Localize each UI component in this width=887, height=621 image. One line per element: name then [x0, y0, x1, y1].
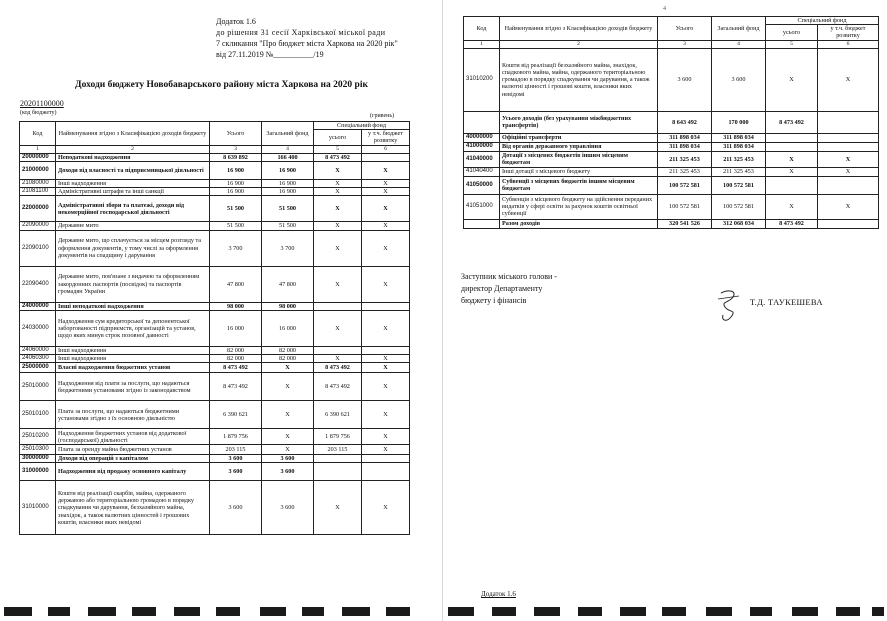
code-cell: 20000000 — [20, 153, 56, 161]
development-budget-cell — [818, 111, 879, 133]
name-cell: Інші надходження — [56, 355, 210, 363]
special-fund-cell: X — [314, 481, 362, 535]
general-fund-cell: 3 600 — [712, 48, 766, 111]
development-budget-cell: X — [362, 230, 410, 266]
development-budget-cell — [818, 133, 879, 142]
general-fund-cell: 16 900 — [262, 162, 314, 180]
general-fund-cell: 3 600 — [262, 463, 314, 481]
code-cell: 40000000 — [464, 133, 500, 142]
code-cell: 31010000 — [20, 481, 56, 535]
total-cell: 82 000 — [210, 355, 262, 363]
total-cell: 311 898 034 — [658, 133, 712, 142]
total-cell: 16 900 — [210, 188, 262, 196]
total-cell: 8 643 492 — [658, 111, 712, 133]
name-cell: Надходження сум кредиторської та депонентської заборгованості підприємств, організацій та установ, щодо яких минув строк позовної давності — [56, 310, 210, 346]
total-cell: 47 800 — [210, 266, 262, 302]
right-page — [443, 0, 887, 621]
col-special-total: усього — [314, 130, 362, 145]
development-budget-cell — [818, 176, 879, 194]
code-cell: 21081100 — [20, 188, 56, 196]
table-row — [464, 176, 879, 194]
document-title: Доходи бюджету Новобаварського району міста Харкова на 2020 рік — [75, 80, 368, 90]
index-cell: 2 — [56, 145, 210, 153]
special-fund-cell — [314, 346, 362, 354]
special-fund-cell — [314, 463, 362, 481]
name-cell: Доходи від операцій з капіталом — [56, 455, 210, 463]
code-cell: 22090000 — [20, 222, 56, 230]
general-fund-cell: X — [262, 363, 314, 373]
left-page — [0, 0, 443, 621]
code-cell: 41000000 — [464, 142, 500, 151]
footer-appendix-note: Додаток 1.6 — [481, 590, 516, 598]
special-fund-cell — [766, 176, 818, 194]
page-mark: 4 — [663, 6, 666, 12]
development-budget-cell: X — [362, 188, 410, 196]
development-budget-cell: X — [362, 355, 410, 363]
name-cell: Інші дотації з місцевого бюджету — [500, 167, 658, 176]
general-fund-cell: 51 500 — [262, 222, 314, 230]
general-fund-cell: 211 325 453 — [712, 151, 766, 167]
special-fund-cell: 6 390 621 — [314, 401, 362, 429]
table-row — [464, 48, 879, 111]
name-cell: Плата за послуги, що надаються бюджетними установами згідно з їх основною діяльністю — [56, 401, 210, 429]
total-cell: 311 898 034 — [658, 142, 712, 151]
special-fund-cell: X — [314, 222, 362, 230]
name-cell: Кошти від реалізації безхазяйного майна, знахідок, спадкового майна, майна, одержаного територіальною громадою в порядку спадкування чи дарування, а також валютні цінності і грошові кошти, власники яких невідомі — [500, 48, 658, 111]
table-row — [20, 373, 410, 401]
col-general-fund: Загальний фонд — [712, 17, 766, 41]
total-cell: 16 000 — [210, 310, 262, 346]
code-cell: 24030000 — [20, 310, 56, 346]
special-fund-cell: X — [314, 230, 362, 266]
special-fund-cell: 1 879 756 — [314, 429, 362, 445]
index-cell: 6 — [362, 145, 410, 153]
code-cell — [464, 219, 500, 228]
revenue-table — [19, 121, 410, 535]
general-fund-cell: X — [262, 429, 314, 445]
development-budget-cell: X — [362, 222, 410, 230]
name-cell: Адміністративні штрафи та інші санкції — [56, 188, 210, 196]
code-cell: 21000000 — [20, 162, 56, 180]
special-fund-cell: X — [766, 151, 818, 167]
general-fund-cell: 3 600 — [262, 455, 314, 463]
special-fund-cell: X — [314, 196, 362, 222]
code-cell: 25010100 — [20, 401, 56, 429]
special-fund-cell: 8 473 492 — [766, 219, 818, 228]
index-cell: 2 — [500, 40, 658, 48]
general-fund-cell: 166 400 — [262, 153, 314, 161]
total-cell: 82 000 — [210, 346, 262, 354]
col-total: Усього — [210, 122, 262, 146]
column-index-row — [20, 145, 410, 153]
total-cell: 100 572 581 — [658, 194, 712, 219]
development-budget-cell — [362, 455, 410, 463]
col-special-total: усього — [766, 25, 818, 40]
name-cell: Усього доходів (без урахування міжбюджетних трансфертів) — [500, 111, 658, 133]
total-cell: 8 473 492 — [210, 373, 262, 401]
development-budget-cell — [362, 302, 410, 310]
code-cell: 22000000 — [20, 196, 56, 222]
appendix-decision: до рішення 31 сесії Харківської міської ради — [216, 28, 386, 37]
general-fund-cell: 100 572 581 — [712, 194, 766, 219]
name-cell: Від органів державного управління — [500, 142, 658, 151]
development-budget-cell: X — [818, 48, 879, 111]
index-cell: 4 — [262, 145, 314, 153]
code-cell: 22090100 — [20, 230, 56, 266]
code-cell: 41051000 — [464, 194, 500, 219]
table-row — [20, 196, 410, 222]
general-fund-cell: 16 000 — [262, 310, 314, 346]
development-budget-cell — [362, 463, 410, 481]
signer-position-1: Заступник міського голови - — [461, 272, 557, 281]
development-budget-cell: X — [362, 445, 410, 455]
code-cell: 41040400 — [464, 167, 500, 176]
table-row — [464, 133, 879, 142]
special-fund-cell — [314, 302, 362, 310]
development-budget-cell: X — [362, 196, 410, 222]
table-row — [464, 219, 879, 228]
code-cell: 22090400 — [20, 266, 56, 302]
name-cell: Субвенція з місцевого бюджету на здійснення переданих видатків у сфері освіти за рахунок коштів освітньої субвенції — [500, 194, 658, 219]
total-cell: 1 879 756 — [210, 429, 262, 445]
table-row — [464, 142, 879, 151]
name-cell: Державне мито, пов'язане з видачею та оформленням закордонних паспортів (посвідок) та паспортів громадян України — [56, 266, 210, 302]
name-cell: Надходження від плати за послуги, що надаються бюджетними установами згідно із законодавством — [56, 373, 210, 401]
total-cell: 16 900 — [210, 162, 262, 180]
name-cell: Надходження бюджетних установ від додаткової (господарської) діяльності — [56, 429, 210, 445]
special-fund-cell: 8 473 492 — [314, 373, 362, 401]
code-cell: 25010300 — [20, 445, 56, 455]
index-cell: 1 — [464, 40, 500, 48]
special-fund-cell: X — [766, 167, 818, 176]
table-row — [20, 481, 410, 535]
index-cell: 5 — [314, 145, 362, 153]
development-budget-cell: X — [362, 373, 410, 401]
general-fund-cell: X — [262, 401, 314, 429]
special-fund-cell: 203 115 — [314, 445, 362, 455]
table-row — [20, 230, 410, 266]
name-cell: Разом доходів — [500, 219, 658, 228]
col-special-fund: Спеціальний фонд — [766, 17, 879, 25]
index-cell: 6 — [818, 40, 879, 48]
special-fund-cell: X — [314, 180, 362, 188]
development-budget-cell: X — [818, 194, 879, 219]
special-fund-cell — [766, 133, 818, 142]
table-row — [20, 180, 410, 188]
development-budget-cell: X — [362, 266, 410, 302]
development-budget-cell — [818, 142, 879, 151]
general-fund-cell: 3 600 — [262, 481, 314, 535]
general-fund-cell: X — [262, 445, 314, 455]
general-fund-cell: 312 068 034 — [712, 219, 766, 228]
general-fund-cell: 211 325 453 — [712, 167, 766, 176]
special-fund-cell — [766, 142, 818, 151]
index-cell: 3 — [658, 40, 712, 48]
col-general-fund: Загальний фонд — [262, 122, 314, 146]
development-budget-cell: X — [362, 310, 410, 346]
special-fund-cell: X — [314, 162, 362, 180]
development-budget-cell: X — [362, 162, 410, 180]
general-fund-cell: 51 500 — [262, 196, 314, 222]
total-cell: 3 600 — [658, 48, 712, 111]
signer-name: Т.Д. ТАУКЕШЕВА — [750, 297, 823, 307]
general-fund-cell: 47 800 — [262, 266, 314, 302]
general-fund-cell: 311 898 034 — [712, 142, 766, 151]
general-fund-cell: 16 900 — [262, 188, 314, 196]
development-budget-cell: X — [818, 151, 879, 167]
column-index-row — [464, 40, 879, 48]
general-fund-cell: 82 000 — [262, 346, 314, 354]
table-row — [464, 151, 879, 167]
total-cell: 211 325 453 — [658, 167, 712, 176]
name-cell: Державне мито, що сплачується за місцем розгляду та оформлення документів, у тому числі за оформлення документів на спадщину і дарування — [56, 230, 210, 266]
table-row — [20, 355, 410, 363]
code-cell: 25000000 — [20, 363, 56, 373]
appendix-number: Додаток 1.6 — [216, 17, 256, 26]
code-cell: 31000000 — [20, 463, 56, 481]
code-cell: 31010200 — [464, 48, 500, 111]
special-fund-cell: 8 473 492 — [766, 111, 818, 133]
code-cell: 41040000 — [464, 151, 500, 167]
index-cell: 5 — [766, 40, 818, 48]
development-budget-cell — [362, 153, 410, 161]
general-fund-cell: 16 900 — [262, 180, 314, 188]
budget-code: 20201100000 — [20, 99, 64, 108]
special-fund-cell: X — [766, 194, 818, 219]
col-name: Найменування згідно з Класифікацією доходів бюджету — [56, 122, 210, 146]
table-row — [20, 346, 410, 354]
table-row — [20, 363, 410, 373]
name-cell: Державне мито — [56, 222, 210, 230]
development-budget-cell: X — [362, 401, 410, 429]
col-total: Усього — [658, 17, 712, 41]
code-cell: 24060000 — [20, 346, 56, 354]
col-special-fund: Спеціальний фонд — [314, 122, 410, 130]
development-budget-cell: X — [362, 363, 410, 373]
special-fund-cell: X — [766, 48, 818, 111]
name-cell: Офіційні трансферти — [500, 133, 658, 142]
special-fund-cell: X — [314, 188, 362, 196]
table-row — [20, 401, 410, 429]
signer-position-3: бюджету і фінансів — [461, 296, 527, 305]
col-code: Код — [464, 17, 500, 41]
general-fund-cell: 98 000 — [262, 302, 314, 310]
development-budget-cell: X — [362, 180, 410, 188]
index-cell: 4 — [712, 40, 766, 48]
table-row — [20, 445, 410, 455]
development-budget-cell — [818, 219, 879, 228]
name-cell: Адміністративні збори та платежі, доходи від некомерційної господарської діяльності — [56, 196, 210, 222]
budget-code-caption: (код бюджету) — [20, 110, 57, 116]
code-cell: 24060300 — [20, 355, 56, 363]
appendix-convocation: 7 скликання "Про бюджет міста Харкова на 2020 рік" — [216, 39, 398, 48]
total-cell: 3 600 — [210, 481, 262, 535]
special-fund-cell — [314, 455, 362, 463]
total-cell: 16 900 — [210, 180, 262, 188]
col-special-development: у т.ч. бюджет розвитку — [818, 25, 879, 40]
code-cell — [464, 111, 500, 133]
total-cell: 3 600 — [210, 463, 262, 481]
table-row — [20, 310, 410, 346]
name-cell: Інші надходження — [56, 346, 210, 354]
special-fund-cell: X — [314, 355, 362, 363]
code-cell: 41050000 — [464, 176, 500, 194]
total-cell: 320 541 526 — [658, 219, 712, 228]
total-cell: 100 572 581 — [658, 176, 712, 194]
table-row — [20, 463, 410, 481]
code-cell: 21080000 — [20, 180, 56, 188]
code-cell: 25010200 — [20, 429, 56, 445]
code-cell: 30000000 — [20, 455, 56, 463]
total-cell: 3 700 — [210, 230, 262, 266]
table-row — [20, 266, 410, 302]
development-budget-cell: X — [362, 481, 410, 535]
total-cell: 8 473 492 — [210, 363, 262, 373]
currency-units: (гривень) — [370, 113, 395, 119]
name-cell: Власні надходження бюджетних установ — [56, 363, 210, 373]
signer-position-2: директор Департаменту — [461, 284, 543, 293]
table-row — [20, 302, 410, 310]
name-cell: Плата за оренду майна бюджетних установ — [56, 445, 210, 455]
total-cell: 51 500 — [210, 222, 262, 230]
name-cell: Субвенції з місцевих бюджетів іншим місцевим бюджетам — [500, 176, 658, 194]
total-cell: 98 000 — [210, 302, 262, 310]
code-cell: 24000000 — [20, 302, 56, 310]
table-row — [464, 111, 879, 133]
special-fund-cell: X — [314, 266, 362, 302]
table-row — [464, 194, 879, 219]
table-row — [464, 167, 879, 176]
col-code: Код — [20, 122, 56, 146]
table-row — [20, 222, 410, 230]
general-fund-cell: 3 700 — [262, 230, 314, 266]
special-fund-cell: 8 473 492 — [314, 363, 362, 373]
index-cell: 1 — [20, 145, 56, 153]
general-fund-cell: 100 572 581 — [712, 176, 766, 194]
total-cell: 211 325 453 — [658, 151, 712, 167]
total-cell: 51 500 — [210, 196, 262, 222]
table-row — [20, 455, 410, 463]
general-fund-cell: 82 000 — [262, 355, 314, 363]
appendix-date: від 27.11.2019 №__________/19 — [216, 50, 324, 59]
table-row — [20, 153, 410, 161]
table-row — [20, 429, 410, 445]
total-cell: 203 115 — [210, 445, 262, 455]
total-cell: 8 639 892 — [210, 153, 262, 161]
name-cell: Інші надходження — [56, 180, 210, 188]
col-special-development: у т.ч. бюджет розвитку — [362, 130, 410, 145]
name-cell: Доходи від власності та підприємницької діяльності — [56, 162, 210, 180]
total-cell: 6 390 621 — [210, 401, 262, 429]
general-fund-cell: X — [262, 373, 314, 401]
development-budget-cell — [362, 346, 410, 354]
signer-block — [461, 271, 557, 307]
general-fund-cell: 311 898 034 — [712, 133, 766, 142]
table-row — [20, 162, 410, 180]
name-cell: Надходження від продажу основного капіталу — [56, 463, 210, 481]
special-fund-cell: 8 473 492 — [314, 153, 362, 161]
development-budget-cell: X — [818, 167, 879, 176]
name-cell: Неподаткові надходження — [56, 153, 210, 161]
col-name: Найменування згідно з Класифікацією доходів бюджету — [500, 17, 658, 41]
handwritten-signature — [715, 287, 745, 325]
development-budget-cell: X — [362, 429, 410, 445]
name-cell: Інші неподаткові надходження — [56, 302, 210, 310]
revenue-table-continued — [463, 16, 879, 229]
code-cell: 25010000 — [20, 373, 56, 401]
general-fund-cell: 170 000 — [712, 111, 766, 133]
table-row — [20, 188, 410, 196]
name-cell: Кошти від реалізації скарбів, майна, одержаного державою або територіальною громадою в порядку спадкування чи дарування, безхазяйного майна, знахідок, а також валютних цінностей і грошових коштів, власники яких невідомі — [56, 481, 210, 535]
index-cell: 3 — [210, 145, 262, 153]
name-cell: Дотації з місцевих бюджетів іншим місцевим бюджетам — [500, 151, 658, 167]
special-fund-cell: X — [314, 310, 362, 346]
total-cell: 3 600 — [210, 455, 262, 463]
appendix-header — [216, 16, 398, 60]
